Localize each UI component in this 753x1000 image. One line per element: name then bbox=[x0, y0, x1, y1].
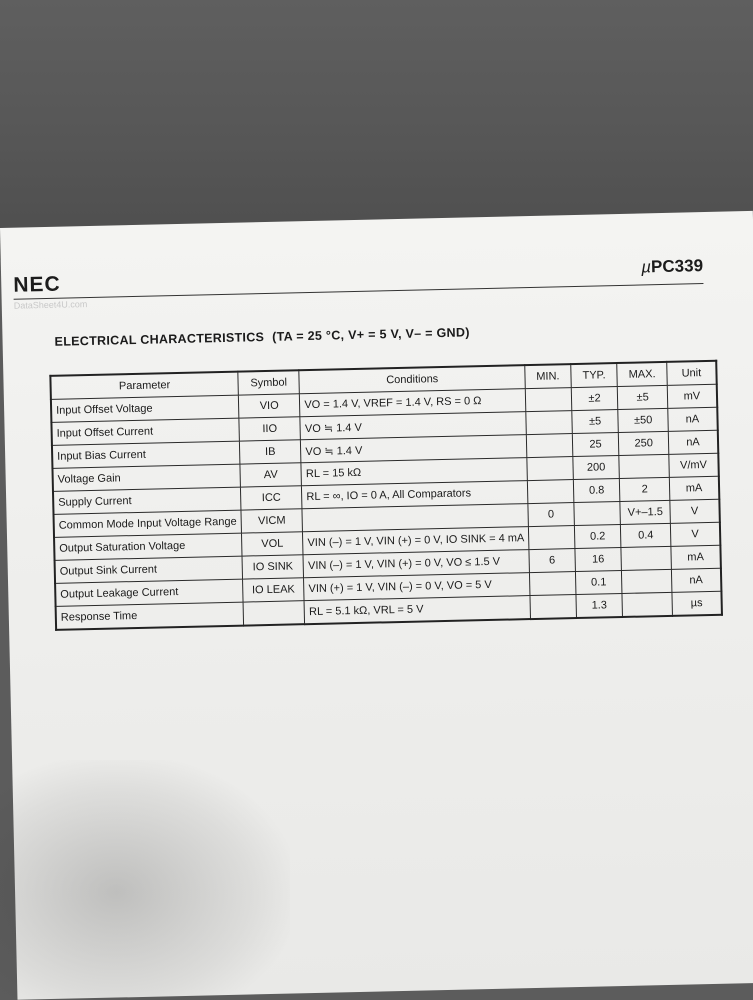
cell-typ: 200 bbox=[572, 456, 619, 480]
cell-symbol bbox=[243, 601, 305, 626]
cell-min bbox=[526, 411, 572, 435]
cell-min bbox=[530, 572, 576, 596]
cell-symbol: IB bbox=[239, 440, 301, 464]
cell-parameter: Input Offset Current bbox=[51, 418, 239, 445]
brand-logo: NEC bbox=[13, 272, 61, 297]
cell-parameter: Output Saturation Voltage bbox=[54, 533, 242, 560]
cell-conditions: VO ≒ 1.4 V bbox=[300, 412, 526, 440]
header-parameter: Parameter bbox=[50, 372, 238, 400]
cell-symbol: VIO bbox=[238, 394, 300, 418]
part-prefix: µ bbox=[641, 257, 652, 277]
cell-min bbox=[527, 457, 573, 481]
cell-parameter: Voltage Gain bbox=[52, 464, 240, 491]
cell-parameter: Response Time bbox=[56, 602, 244, 630]
cell-max: 0.4 bbox=[621, 523, 671, 547]
header-conditions: Conditions bbox=[299, 365, 525, 394]
cell-symbol: ICC bbox=[240, 486, 302, 510]
cell-typ: 25 bbox=[572, 433, 619, 457]
cell-max bbox=[622, 569, 672, 593]
cell-min: 6 bbox=[529, 549, 575, 573]
electrical-characteristics-table bbox=[49, 360, 723, 631]
cell-min bbox=[526, 434, 572, 458]
cell-conditions: RL = 5.1 kΩ, VRL = 5 V bbox=[304, 596, 530, 625]
cell-max: ±5 bbox=[618, 385, 668, 409]
cell-conditions: VIN (–) = 1 V, VIN (+) = 0 V, VO ≤ 1.5 V bbox=[303, 550, 529, 578]
cell-unit: V/mV bbox=[669, 453, 719, 477]
cell-conditions: RL = 15 kΩ bbox=[301, 458, 527, 486]
cell-conditions: VO = 1.4 V, VREF = 1.4 V, RS = 0 Ω bbox=[300, 389, 526, 417]
cell-typ: ±5 bbox=[571, 410, 618, 434]
cell-symbol: IO LEAK bbox=[242, 578, 304, 602]
cell-unit: V bbox=[670, 499, 720, 523]
header-symbol: Symbol bbox=[238, 370, 300, 395]
cell-conditions: VIN (–) = 1 V, VIN (+) = 0 V, IO SINK = 4 mA bbox=[303, 527, 529, 555]
section-title bbox=[54, 325, 469, 348]
part-number bbox=[641, 256, 703, 277]
cell-typ: 0.1 bbox=[575, 570, 622, 594]
cell-symbol: AV bbox=[240, 463, 302, 487]
cell-parameter: Supply Current bbox=[53, 487, 241, 514]
cell-unit: mA bbox=[669, 476, 719, 500]
cell-conditions: RL = ∞, IO = 0 A, All Comparators bbox=[302, 481, 528, 509]
cell-max bbox=[621, 546, 671, 570]
cell-unit: nA bbox=[668, 430, 718, 454]
cell-max bbox=[622, 592, 672, 617]
cell-max bbox=[619, 454, 669, 478]
header-typ: TYP. bbox=[570, 363, 617, 388]
cell-typ: 1.3 bbox=[576, 593, 623, 618]
cell-min bbox=[525, 388, 571, 412]
cell-typ: 0.2 bbox=[574, 524, 621, 548]
cell-symbol: IO SINK bbox=[242, 555, 304, 579]
cell-max: V+–1.5 bbox=[620, 500, 670, 524]
cell-unit: µs bbox=[672, 591, 722, 616]
cell-symbol: IIO bbox=[239, 417, 301, 441]
cell-conditions: VO ≒ 1.4 V bbox=[301, 435, 527, 463]
cell-typ bbox=[574, 501, 621, 525]
cell-conditions: VIN (+) = 1 V, VIN (–) = 0 V, VO = 5 V bbox=[304, 573, 530, 601]
header-min: MIN. bbox=[525, 364, 571, 389]
cell-unit: mV bbox=[667, 384, 717, 408]
cell-min: 0 bbox=[528, 503, 574, 527]
cell-parameter: Output Leakage Current bbox=[55, 579, 243, 606]
cell-min bbox=[529, 526, 575, 550]
cell-max: 2 bbox=[620, 477, 670, 501]
cell-symbol: VICM bbox=[241, 509, 303, 533]
watermark: DataSheet4U.com bbox=[13, 299, 88, 311]
cell-parameter: Output Sink Current bbox=[55, 556, 243, 583]
cell-typ: 0.8 bbox=[573, 479, 620, 503]
cell-min bbox=[530, 595, 576, 620]
header-unit: Unit bbox=[667, 361, 717, 386]
cell-max: 250 bbox=[619, 431, 669, 455]
cell-parameter: Common Mode Input Voltage Range bbox=[54, 510, 242, 537]
cell-unit: nA bbox=[671, 568, 721, 592]
section-heading: ELECTRICAL CHARACTERISTICS bbox=[54, 330, 265, 349]
header-rule bbox=[14, 283, 704, 300]
cell-min bbox=[528, 480, 574, 504]
photo-shadow bbox=[0, 760, 290, 1000]
cell-unit: nA bbox=[668, 407, 718, 431]
cell-typ: 16 bbox=[575, 547, 622, 571]
page-header bbox=[13, 256, 704, 312]
cell-max: ±50 bbox=[618, 408, 668, 432]
cell-symbol: VOL bbox=[241, 532, 303, 556]
cell-parameter: Input Offset Voltage bbox=[51, 395, 239, 422]
cell-unit: mA bbox=[671, 545, 721, 569]
cell-parameter: Input Bias Current bbox=[52, 441, 240, 468]
cell-typ: ±2 bbox=[571, 387, 618, 411]
part-name: PC339 bbox=[650, 256, 704, 277]
section-conditions: (TA = 25 °C, V+ = 5 V, V– = GND) bbox=[272, 325, 470, 344]
header-max: MAX. bbox=[617, 362, 667, 387]
cell-unit: V bbox=[670, 522, 720, 546]
